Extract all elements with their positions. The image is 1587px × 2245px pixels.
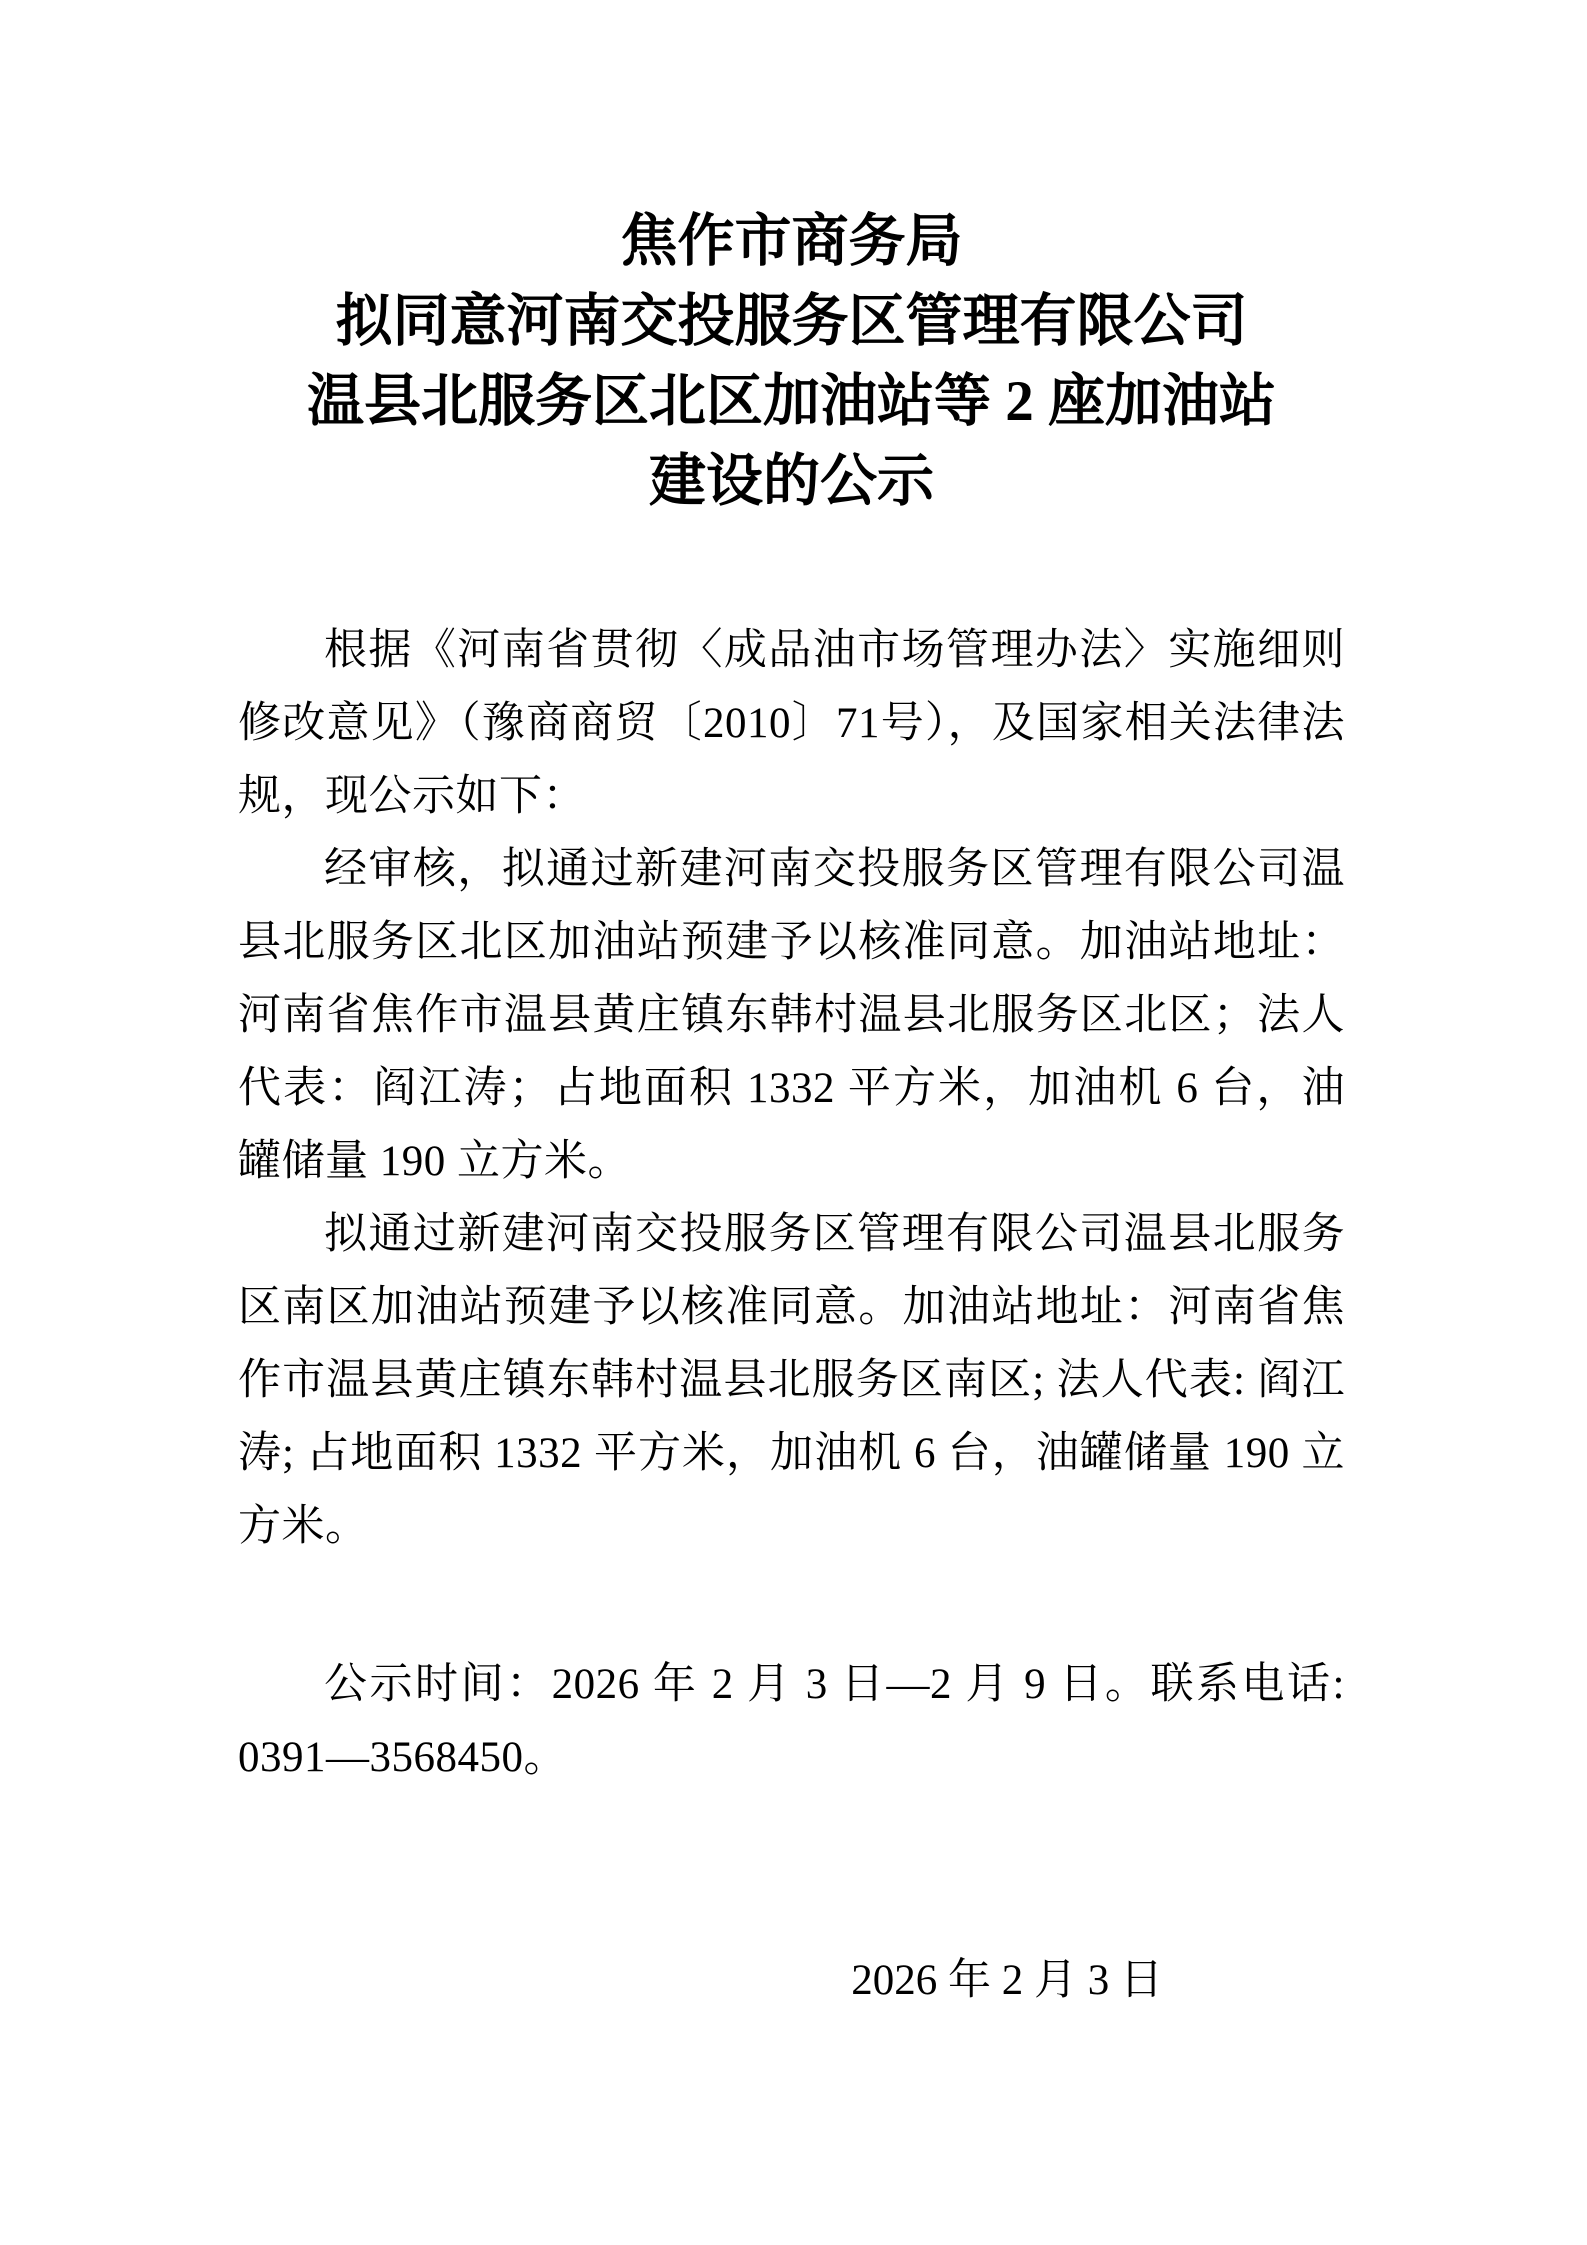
title-line-stations: 温县北服务区北区加油站等 2 座加油站 — [307, 370, 1276, 433]
signature-date: 2026 年 2 月 3 日 — [851, 1957, 1163, 2004]
title-line-company: 拟同意河南交投服务区管理有限公司 — [335, 290, 1248, 353]
paragraph-legal-basis: 根据《河南省贯彻〈成品油市场管理办法〉实施细则修改意见》（豫商商贸〔2010〕71号），及国家相关法律法规，现公示如下： — [238, 627, 1345, 820]
document-title — [238, 202, 1345, 522]
title-line-suffix: 建设的公示 — [649, 450, 934, 513]
paragraph-north-station-approval: 经审核，拟通过新建河南交投服务区管理有限公司温县北服务区北区加油站预建予以核准同意。加油站地址：河南省焦作市温县黄庄镇东韩村温县北服务区北区；法人代表：阎江涛；占地面积 1332 平方米，加油机 6 台，油罐储量 190 立方米。 — [238, 846, 1345, 1185]
document-body — [238, 614, 1345, 1794]
paragraph-south-station-approval: 拟通过新建河南交投服务区管理有限公司温县北服务区南区加油站预建予以核准同意。加油站地址：河南省焦作市温县黄庄镇东韩村温县北服务区南区; 法人代表: 阎江涛; 占地面积 1332 平方米，加油机 6 台，油罐储量 190 立方米。 — [238, 1211, 1345, 1550]
title-line-agency: 焦作市商务局 — [620, 210, 963, 273]
paragraph-notice-period: 公示时间：2026 年 2 月 3 日—2 月 9 日。联系电话: 0391—3568450。 — [238, 1661, 1345, 1781]
